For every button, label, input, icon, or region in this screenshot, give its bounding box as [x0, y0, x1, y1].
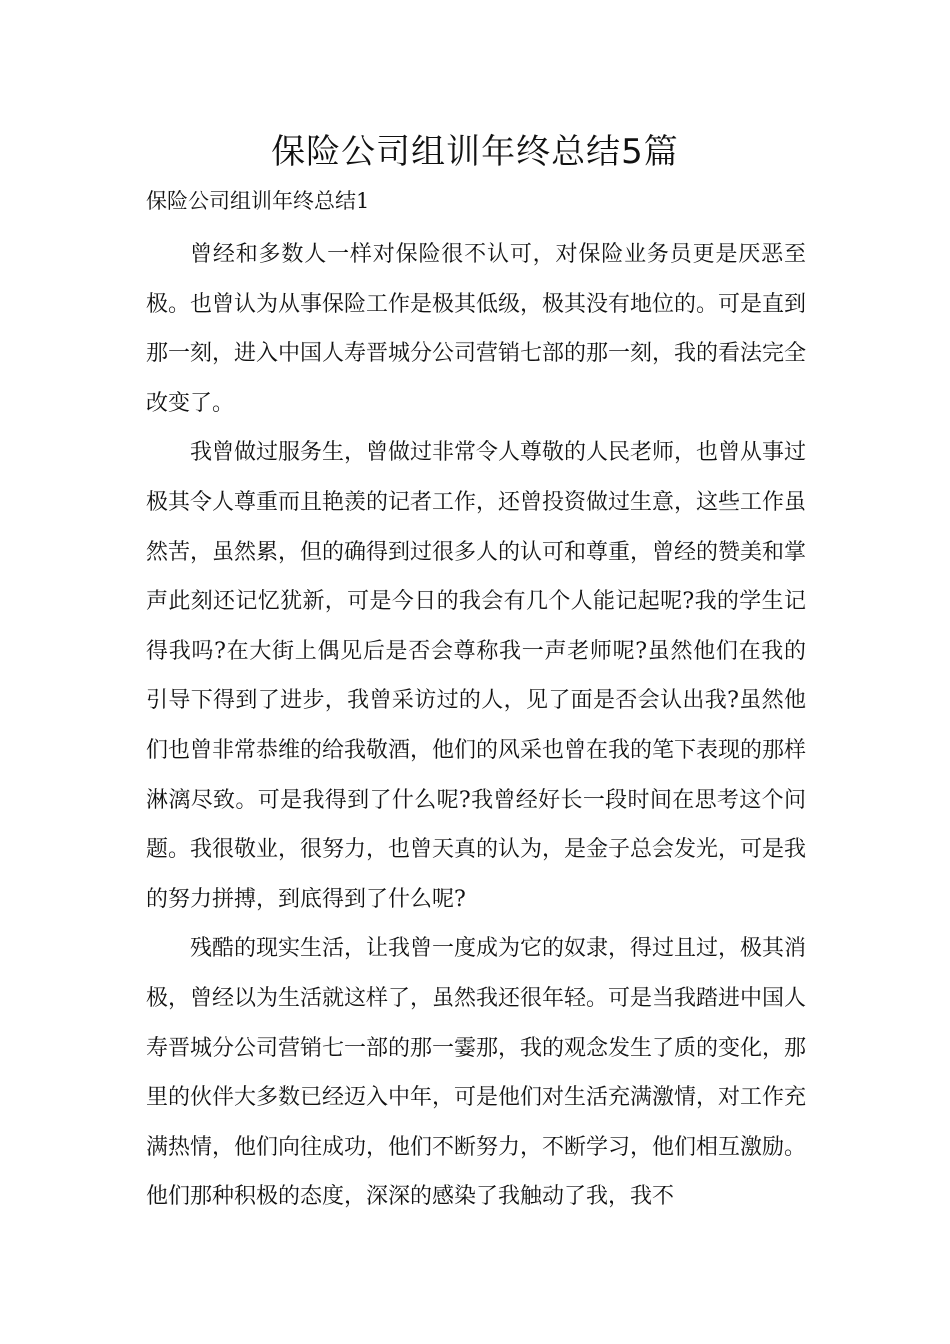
section-heading: 保险公司组训年终总结1 [146, 189, 370, 213]
document-body [146, 230, 806, 1222]
paragraph-1: 曾经和多数人一样对保险很不认可，对保险业务员更是厌恶至极。也曾认为从事保险工作是极其低级，极其没有地位的。可是直到那一刻，进入中国人寿晋城分公司营销七部的那一刻，我的看法完全改变了。 [146, 242, 807, 416]
document-title: 保险公司组训年终总结5篇 [271, 132, 679, 172]
paragraph-2: 我曾做过服务生，曾做过非常令人尊敬的人民老师，也曾从事过极其令人尊重而且艳羡的记者工作，还曾投资做过生意，这些工作虽然苦，虽然累，但的确得到过很多人的认可和尊重，曾经的赞美和掌声此刻还记忆犹新，可是今日的我会有几个人能记起呢?我的学生记得我吗?在大街上偶见后是否会尊称我一声老师呢?虽然他们在我的引导下得到了进步，我曾采访过的人，见了面是否会认出我?虽然他们也曾非常恭维的给我敬酒，他们的风采也曾在我的笔下表现的那样淋漓尽致。可是我得到了什么呢?我曾经好长一段时间在思考这个问题。我很敬业，很努力，也曾天真的认为，是金子总会发光，可是我的努力拼搏，到底得到了什么呢? [146, 440, 807, 912]
paragraph-3: 残酷的现实生活，让我曾一度成为它的奴隶，得过且过，极其消极，曾经以为生活就这样了，虽然我还很年轻。可是当我踏进中国人寿晋城分公司营销七一部的那一霎那，我的观念发生了质的变化，那里的伙伴大多数已经迈入中年，可是他们对生活充满激情，对工作充满热情，他们向往成功，他们不断努力，不断学习，他们相互激励。他们那种积极的态度，深深的感染了我触动了我，我不 [146, 936, 807, 1210]
